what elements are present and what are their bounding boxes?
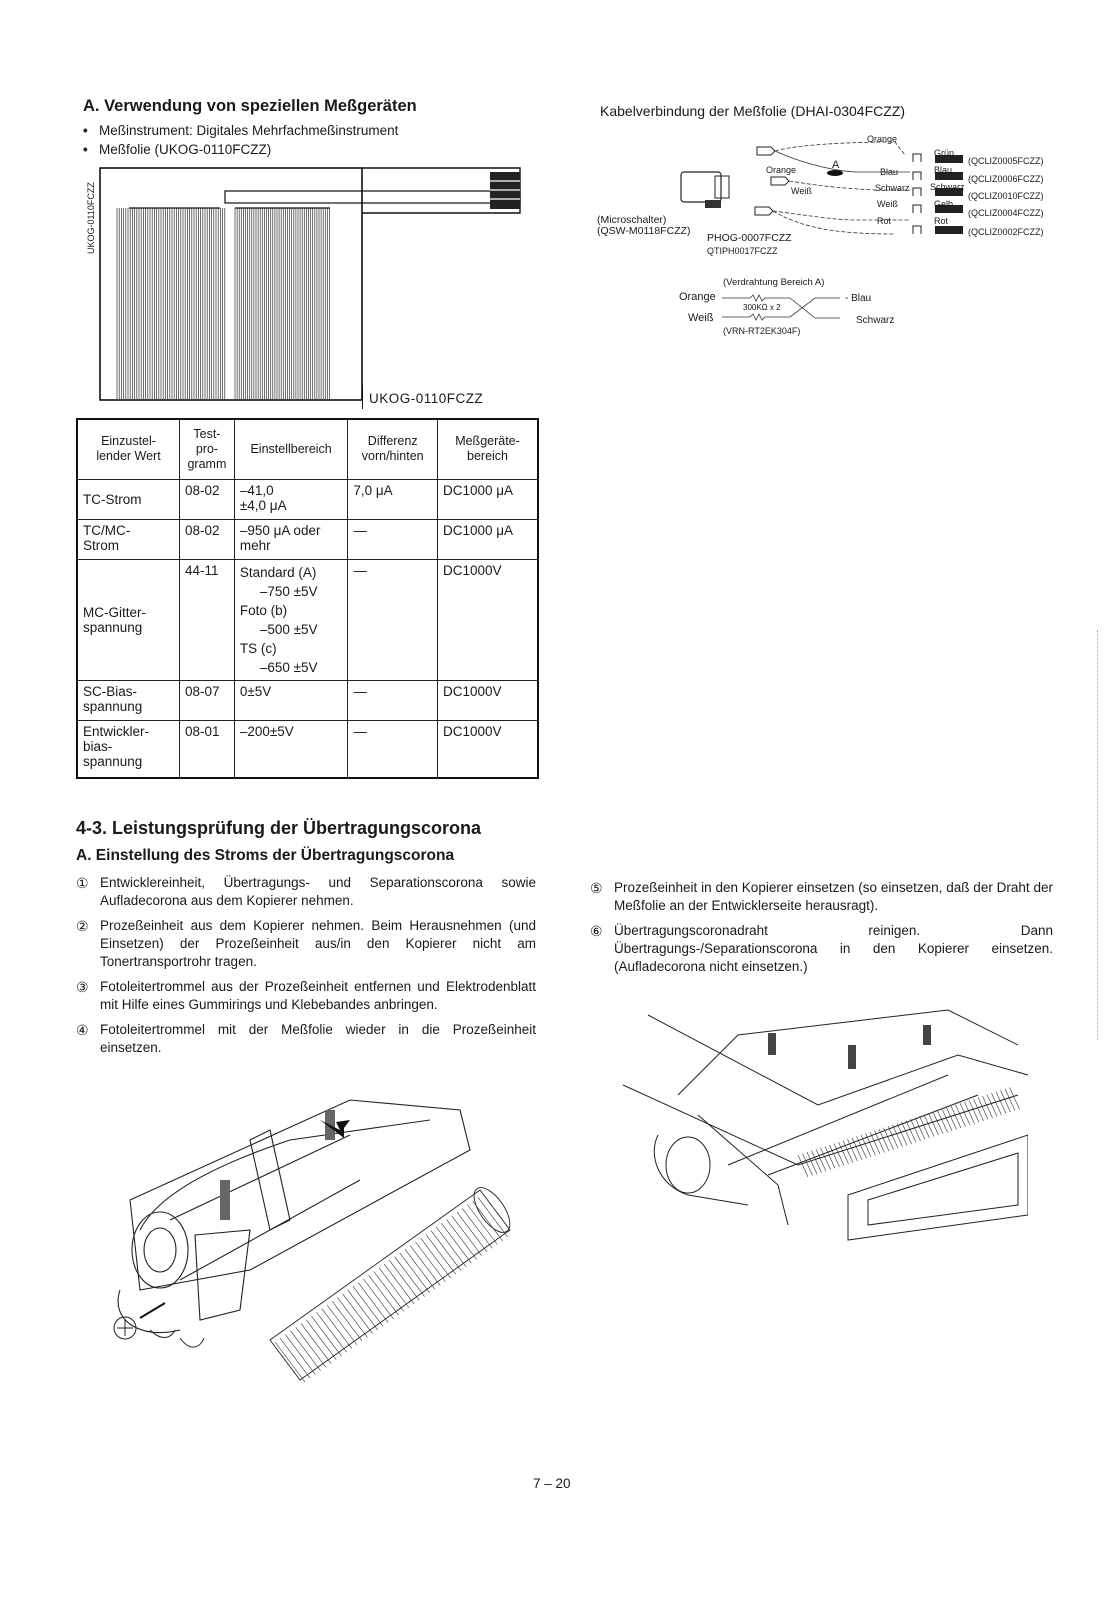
connector-code: (QCLIZ0010FCZZ) bbox=[968, 191, 1044, 201]
list-item: ⑤ Prozeßeinheit in den Kopierer einsetzen (so einsetzen, daß der Draht der Meßfolie an der Entwicklerseite herausragt). bbox=[590, 880, 1053, 913]
list-item: ② Prozeßeinheit aus dem Kopierer nehmen. Beim Herausnehmen (und Einsetzen) der Prozeßeinheit aus/in den Kopierer nicht am Tonertransportrohr tragen. bbox=[76, 918, 536, 969]
wire-label-weiss: Weiß bbox=[791, 186, 812, 196]
table-cell: — bbox=[348, 720, 438, 778]
hatch-line bbox=[870, 1132, 880, 1154]
hatch-line bbox=[395, 1257, 425, 1297]
hatch-line bbox=[884, 1128, 894, 1150]
hatch-line bbox=[924, 1115, 934, 1137]
hatch-line bbox=[291, 1331, 321, 1371]
hatch-line bbox=[275, 1342, 305, 1382]
hatch-line bbox=[379, 1268, 409, 1308]
hatch-line bbox=[942, 1109, 952, 1131]
wire-label-blau: Blau bbox=[880, 167, 899, 177]
table-cell: DC1000 μA bbox=[438, 479, 539, 519]
connector-code: (QCLIZ0005FCZZ) bbox=[968, 156, 1044, 166]
bullet-item: • Meßfolie (UKOG-0110FCZZ) bbox=[83, 142, 272, 157]
adjustment-table bbox=[76, 418, 539, 779]
hatch-line bbox=[983, 1096, 993, 1118]
hatch-line bbox=[798, 1155, 808, 1177]
section-subtitle: A. Einstellung des Stroms der Übertragungscorona bbox=[76, 847, 455, 864]
bullet-list bbox=[83, 121, 398, 159]
hatch-line bbox=[929, 1113, 939, 1135]
section-a-heading: A. Verwendung von speziellen Meßgeräten bbox=[83, 97, 417, 115]
hatch-line bbox=[296, 1327, 326, 1367]
hatch-line bbox=[332, 1301, 362, 1341]
wiring-part: (VRN-RT2EK304F) bbox=[723, 326, 801, 336]
list-item: ⑥ Übertragungscoronadraht reinigen. Dann Übertragungs-/Separationscorona in den Kopierer einsetzen. (Aufladecorona nicht einsetzen.) bbox=[590, 923, 1053, 974]
hatch-line bbox=[951, 1106, 961, 1128]
table-cell: DC1000V bbox=[438, 559, 539, 680]
hatch-line bbox=[452, 1216, 482, 1256]
hatch-line bbox=[327, 1305, 357, 1345]
connector-label-gruen: Grün bbox=[934, 148, 955, 158]
connector-label-rot: Rot bbox=[934, 216, 949, 226]
hatch-line bbox=[920, 1116, 930, 1138]
hatch-line bbox=[803, 1154, 813, 1176]
hatch-line bbox=[906, 1120, 916, 1142]
table-cell: 08-01 bbox=[180, 720, 235, 778]
wiring-weiss: Weiß bbox=[688, 312, 714, 324]
scan-edge-marks bbox=[1097, 630, 1099, 1040]
hatch-line bbox=[447, 1219, 477, 1259]
wiring-orange: Orange bbox=[679, 291, 716, 303]
hatch-line bbox=[467, 1205, 497, 1245]
hatch-line bbox=[897, 1123, 907, 1145]
hatch-line bbox=[337, 1297, 367, 1337]
wire-label-orange: Orange bbox=[766, 165, 797, 175]
hatch-line bbox=[384, 1264, 414, 1304]
hatch-line bbox=[996, 1092, 1006, 1114]
foil-label-tick bbox=[362, 385, 364, 409]
hatch-line bbox=[965, 1102, 975, 1124]
hatch-line bbox=[322, 1309, 352, 1349]
wire-label-a: A bbox=[832, 159, 840, 171]
hatch-line bbox=[843, 1141, 853, 1163]
hatch-line bbox=[405, 1249, 435, 1289]
wire-label-orange-top: Orange bbox=[867, 134, 898, 144]
hatch-line bbox=[421, 1238, 451, 1278]
copier-transfer-corona-illustration bbox=[618, 1005, 1028, 1245]
table-row bbox=[77, 680, 538, 720]
list-item: ③ Fotoleitertrommel aus der Prozeßeinheit entfernen und Elektrodenblatt mit Hilfe eines Gummirings und Klebebandes anbringen. bbox=[76, 979, 536, 1012]
table-row bbox=[77, 519, 538, 559]
table-cell: –200±5V bbox=[234, 720, 348, 778]
hatch-line bbox=[821, 1148, 831, 1170]
page-number: 7 – 20 bbox=[533, 1476, 571, 1491]
hatch-line bbox=[969, 1100, 979, 1122]
hatch-line bbox=[816, 1149, 826, 1171]
connector-code: (QCLIZ0006FCZZ) bbox=[968, 174, 1044, 184]
hatch-line bbox=[426, 1234, 456, 1274]
hatch-line bbox=[915, 1118, 925, 1140]
bullet-item: • Meßinstrument: Digitales Mehrfachmeßinstrument bbox=[83, 123, 399, 138]
table-row bbox=[77, 720, 538, 778]
hatch-line bbox=[992, 1093, 1002, 1115]
table-header-cell: Einzustel- lender Wert bbox=[77, 419, 180, 479]
hatch-line bbox=[978, 1097, 988, 1119]
hatch-line bbox=[436, 1227, 466, 1267]
table-cell: — bbox=[348, 559, 438, 680]
hatch-line bbox=[369, 1275, 399, 1315]
table-cell: SC-Bias- spannung bbox=[77, 680, 180, 720]
wire-label-schwarz: Schwarz bbox=[875, 183, 910, 193]
hatch-line bbox=[812, 1151, 822, 1173]
hatch-line bbox=[363, 1279, 393, 1319]
table-cell: –950 μA oder mehr bbox=[234, 519, 348, 559]
table-cell: Entwickler- bias- spannung bbox=[77, 720, 180, 778]
hatch-line bbox=[960, 1103, 970, 1125]
hatch-line bbox=[902, 1122, 912, 1144]
foil-side-label: UKOG-0110FCZZ bbox=[86, 182, 96, 254]
table-header-cell: Differenz vorn/hinten bbox=[348, 419, 438, 479]
hatch-line bbox=[353, 1286, 383, 1326]
list-item: ① Entwicklereinheit, Übertragungs- und Separationscorona sowie Aufladecorona aus dem Kopierer nehmen. bbox=[76, 875, 536, 908]
wiring-title: (Verdrahtung Bereich A) bbox=[723, 277, 825, 288]
table-row bbox=[77, 559, 538, 680]
hatch-line bbox=[306, 1320, 336, 1360]
hatch-line bbox=[938, 1110, 948, 1132]
table-cell: 08-02 bbox=[180, 479, 235, 519]
table-cell: — bbox=[348, 519, 438, 559]
hatch-line bbox=[987, 1095, 997, 1117]
hatch-line bbox=[473, 1201, 503, 1241]
section-title: 4-3. Leistungsprüfung der Übertragungscorona bbox=[76, 818, 482, 838]
hatch-line bbox=[956, 1105, 966, 1127]
wiring-resistor: 300KΩ x 2 bbox=[743, 303, 781, 312]
table-row bbox=[77, 479, 538, 519]
hatch-line bbox=[301, 1323, 331, 1363]
table-cell: 7,0 μA bbox=[348, 479, 438, 519]
hatch-line bbox=[441, 1223, 471, 1263]
foil-bottom-label: UKOG-0110FCZZ bbox=[369, 391, 484, 406]
steps-left bbox=[76, 874, 536, 1057]
table-header-cell: Einstellbereich bbox=[234, 419, 348, 479]
hatch-line bbox=[1010, 1087, 1020, 1109]
hatch-line bbox=[893, 1125, 903, 1147]
hatch-line bbox=[400, 1253, 430, 1293]
table-cell: 44-11 bbox=[180, 559, 235, 680]
hatch-line bbox=[358, 1283, 388, 1323]
process-unit-drum-illustration bbox=[100, 1080, 520, 1390]
table-cell: 08-02 bbox=[180, 519, 235, 559]
table-cell: DC1000V bbox=[438, 680, 539, 720]
wiring-blau: - Blau bbox=[845, 293, 872, 304]
hatch-line bbox=[317, 1312, 347, 1352]
hatch-line bbox=[879, 1129, 889, 1151]
microswitch-part: (QSW-M0118FCZZ) bbox=[597, 225, 691, 237]
connector-code: (QCLIZ0004FCZZ) bbox=[968, 208, 1044, 218]
connector-code: (QCLIZ0002FCZZ) bbox=[968, 227, 1044, 237]
table-header-cell: Test- pro- gramm bbox=[180, 419, 235, 479]
table-cell: –41,0 ±4,0 μA bbox=[234, 479, 348, 519]
hatch-line bbox=[875, 1131, 885, 1153]
hatch-line bbox=[311, 1316, 341, 1356]
hatch-line bbox=[389, 1260, 419, 1300]
table-cell: DC1000 μA bbox=[438, 519, 539, 559]
table-cell: TC/MC- Strom bbox=[77, 519, 180, 559]
wiring-schwarz: Schwarz bbox=[856, 315, 895, 326]
steps-right bbox=[590, 879, 1053, 976]
wire-label-rot: Rot bbox=[877, 216, 892, 226]
hatch-line bbox=[911, 1119, 921, 1141]
table-cell: TC-Strom bbox=[77, 479, 180, 519]
sensor-part-qtip: QTIPH0017FCZZ bbox=[707, 246, 778, 256]
hatch-line bbox=[348, 1290, 378, 1330]
hatch-line bbox=[343, 1294, 373, 1334]
hatch-line bbox=[415, 1242, 445, 1282]
hatch-line bbox=[933, 1112, 943, 1134]
hatch-line bbox=[888, 1126, 898, 1148]
table-cell: — bbox=[348, 680, 438, 720]
hatch-line bbox=[807, 1152, 817, 1174]
table-cell: DC1000V bbox=[438, 720, 539, 778]
table-cell: 0±5V bbox=[234, 680, 348, 720]
hatch-line bbox=[462, 1208, 492, 1248]
list-item: ④ Fotoleitertrommel mit der Meßfolie wieder in die Prozeßeinheit einsetzen. bbox=[76, 1022, 536, 1055]
microswitch-label: (Microschalter) bbox=[597, 214, 667, 226]
connector-label-blau: Blau bbox=[934, 165, 953, 175]
wiring-schematic bbox=[720, 290, 850, 325]
hatch-line bbox=[374, 1271, 404, 1311]
table-header-row bbox=[77, 419, 538, 479]
hatch-line bbox=[280, 1338, 310, 1378]
measurement-foil-illustration bbox=[95, 163, 535, 408]
wire-label-weiss-2: Weiß bbox=[877, 199, 898, 209]
hatch-line bbox=[866, 1133, 876, 1155]
connector-label-gelb: Gelb bbox=[934, 199, 954, 209]
hatch-line bbox=[285, 1335, 315, 1375]
table-cell: 08-07 bbox=[180, 680, 235, 720]
connector-label-schwarz: Schwarz bbox=[930, 182, 965, 192]
table-cell: Standard (A) –750 ±5V Foto (b) –500 ±5V TS (c) –650 ±5V bbox=[234, 559, 348, 680]
cable-title: Kabelverbindung der Meßfolie (DHAI-0304FCZZ) bbox=[600, 103, 906, 119]
table-cell: MC-Gitter- spannung bbox=[77, 559, 180, 680]
sensor-part-phog: PHOG-0007FCZZ bbox=[707, 232, 792, 244]
hatch-line bbox=[431, 1231, 461, 1271]
table-header-cell: Meßgeräte- bereich bbox=[438, 419, 539, 479]
hatch-line bbox=[410, 1245, 440, 1285]
hatch-line bbox=[947, 1107, 957, 1129]
hatch-line bbox=[974, 1099, 984, 1121]
hatch-line bbox=[1005, 1089, 1015, 1111]
hatch-line bbox=[1001, 1090, 1011, 1112]
